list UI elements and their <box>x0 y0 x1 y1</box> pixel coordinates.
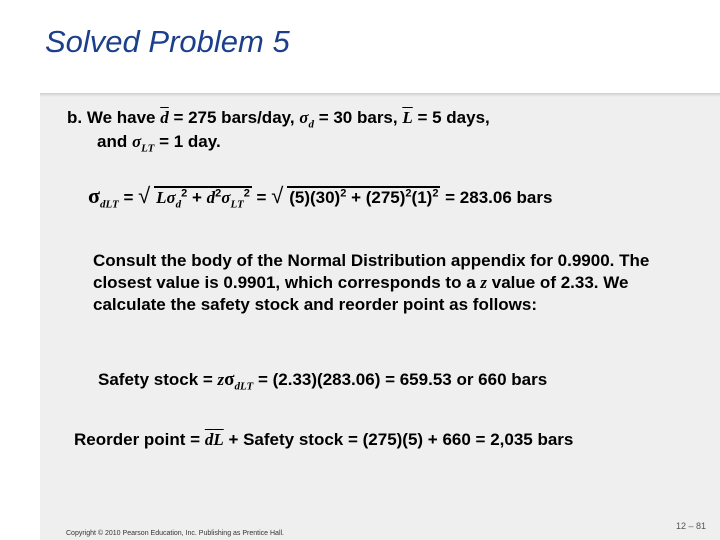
para-part-1: Consult the body of the Normal Distribution appendix for 0.9900. The closest value is 0.9901, which corresponds to a <box>93 251 650 292</box>
L-bar-symbol: $\overline{L}$ <box>402 108 413 127</box>
equals-1: = <box>118 188 139 207</box>
radical-sign-2: √ <box>271 183 284 209</box>
safety-value: = (2.33)(283.06) = 659.53 or 660 bars <box>253 370 548 389</box>
safety-sigma: σ <box>224 369 235 390</box>
sigma-d-symbol: σ <box>299 108 309 127</box>
radicand-2 <box>287 186 440 207</box>
L-value: = 5 days, <box>412 108 490 127</box>
reorder-point-line <box>74 430 573 450</box>
radicand2-b: (1) <box>411 188 433 207</box>
copyright-footer: Copyright © 2010 Pearson Education, Inc. Publishing as Prentice Hall. <box>66 530 285 537</box>
lhs-subscript: dLT <box>99 198 119 211</box>
radicand-sigma-lt: σ <box>221 188 231 207</box>
reorder-prefix: Reorder point = <box>74 430 205 449</box>
reorder-value: + Safety stock = (275)(5) + 660 = 2,035 bars <box>223 430 574 449</box>
lhs-sigma: σ <box>88 183 100 208</box>
sigma-d-subscript: d <box>308 118 314 131</box>
exp-2: 2 <box>215 187 222 200</box>
para-z: z <box>480 273 488 292</box>
radicand-sigma-d: σ <box>166 188 176 207</box>
safety-z: z <box>217 370 225 389</box>
slide-title: Solved Problem 5 <box>45 24 290 59</box>
exp-5: 2 <box>405 187 412 200</box>
line2-prefix: and <box>97 132 132 151</box>
plus-1: + <box>187 188 207 207</box>
sigma-lt-value: = 1 day. <box>154 132 221 151</box>
given-values-line-2 <box>97 132 221 154</box>
d-value: = 275 bars/day, <box>168 108 300 127</box>
radicand-1 <box>154 186 252 211</box>
safety-stock-line <box>98 369 547 392</box>
safety-prefix: Safety stock = <box>98 370 218 389</box>
radicand-sigma-lt-sub: LT <box>230 198 244 211</box>
d-bar: $\overline{d}$ <box>206 188 216 207</box>
para-part-2: value of 2.33. We calculate the safety stock and reorder point as follows: <box>93 273 629 314</box>
reorder-d-bar: $\overline{d}$ <box>204 430 214 449</box>
exp-3: 2 <box>243 187 250 200</box>
sigma-dlt-formula <box>88 183 552 210</box>
radicand-sigma-d-sub: d <box>175 198 182 211</box>
explanation-paragraph <box>93 250 663 316</box>
L-bar: L <box>156 188 167 207</box>
page-number: 12 – 81 <box>675 521 706 531</box>
equals-2: = <box>251 188 272 207</box>
formula-result: = 283.06 bars <box>440 188 553 207</box>
content-panel <box>40 93 720 540</box>
given-values-line-1 <box>67 108 490 130</box>
exp-6: 2 <box>432 187 439 200</box>
radicand2-a: (5)(30) <box>289 188 341 207</box>
exp-1: 2 <box>181 187 188 200</box>
radical-1 <box>138 183 252 211</box>
sigma-lt-symbol: σ <box>131 132 142 151</box>
radical-sign-1: √ <box>138 183 151 209</box>
panel-shadow <box>40 93 720 97</box>
sigma-d-value: = 30 bars, <box>313 108 403 127</box>
d-bar-symbol: $\overline{d}$ <box>160 108 169 127</box>
safety-sub: dLT <box>234 380 254 393</box>
given-prefix: b. We have <box>67 108 161 127</box>
exp-4: 2 <box>340 187 347 200</box>
sigma-lt-subscript: LT <box>141 142 155 155</box>
radical-2 <box>271 183 440 209</box>
reorder-L-bar: $\overline{L}$ <box>213 430 224 449</box>
radicand2-plus: + (275) <box>346 188 406 207</box>
